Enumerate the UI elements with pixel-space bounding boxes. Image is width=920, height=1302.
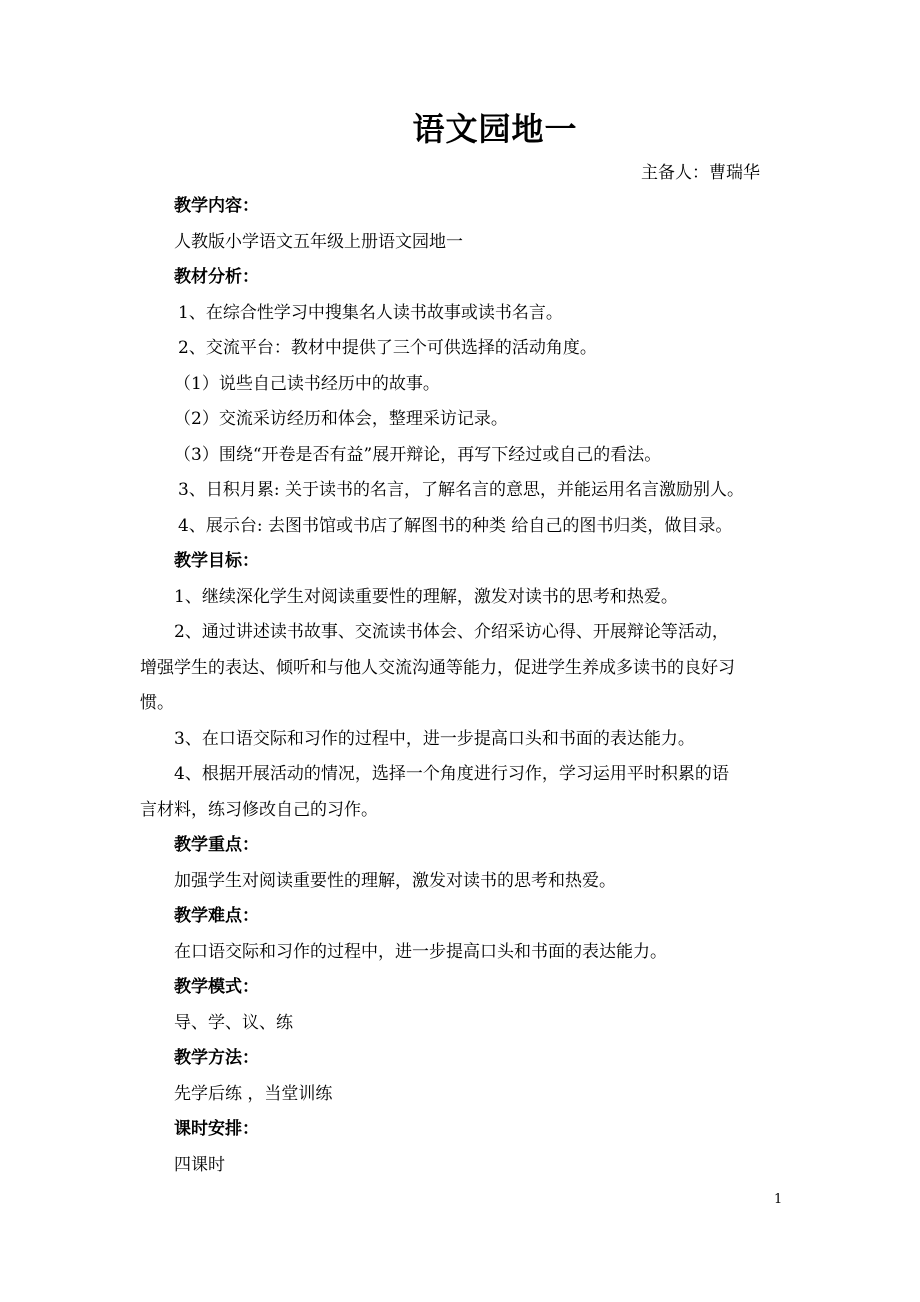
paragraph-line: 导、学、议、练	[174, 1012, 293, 1033]
paragraph-line: 加强学生对阅读重要性的理解，激发对读书的思考和热爱。	[174, 870, 616, 891]
section-heading: 教学模式：	[174, 977, 259, 997]
section-heading: 课时安排：	[174, 1119, 259, 1139]
document-title: 语文园地一	[412, 110, 578, 148]
paragraph-line: （1）说些自己读书经历中的故事。	[174, 373, 440, 394]
paragraph-line: 增强学生的表达、倾听和与他人交流沟通等能力，促进学生养成多读书的良好习	[140, 657, 735, 678]
paragraph-line: 先学后练 ，当堂训练	[174, 1083, 333, 1104]
author-line: 主备人：曹瑞华	[641, 163, 760, 183]
paragraph-line: 在口语交际和习作的过程中，进一步提高口头和书面的表达能力。	[174, 941, 667, 962]
paragraph-line: 惯。	[140, 693, 174, 713]
section-heading: 教材分析：	[174, 267, 259, 287]
page-number: 1	[774, 1192, 783, 1207]
paragraph-line: 1、在综合性学习中搜集名人读书故事或读书名言。	[178, 302, 563, 323]
paragraph-line: 3、日积月累: 关于读书的名言，了解名言的意思，并能运用名言激励别人。	[178, 480, 744, 500]
paragraph-line: 2、交流平台：教材中提供了三个可供选择的活动角度。	[178, 338, 597, 358]
section-heading: 教学重点：	[174, 835, 259, 855]
paragraph-line: 4、根据开展活动的情况，选择一个角度进行习作，学习运用平时积累的语	[174, 764, 729, 784]
document-body	[140, 189, 810, 1183]
paragraph-line: （3）围绕“开卷是否有益”展开辩论，再写下经过或自己的看法。	[174, 444, 662, 465]
paragraph-line: 3、在口语交际和习作的过程中，进一步提高口头和书面的表达能力。	[174, 728, 695, 749]
paragraph-line: 2、通过讲述读书故事、交流读书体会、介绍采访心得、开展辩论等活动，	[174, 622, 729, 642]
paragraph-line: 人教版小学语文五年级上册语文园地一	[174, 231, 463, 252]
paragraph-line: 四课时	[174, 1154, 225, 1175]
section-heading: 教学难点：	[174, 906, 259, 926]
section-heading: 教学内容：	[174, 196, 259, 216]
section-heading: 教学目标：	[174, 551, 259, 571]
section-heading: 教学方法：	[174, 1048, 259, 1068]
paragraph-line: 4、展示台: 去图书馆或书店了解图书的种类 给自己的图书归类，做目录。	[178, 515, 733, 536]
paragraph-line: （2）交流采访经历和体会，整理采访记录。	[174, 409, 508, 429]
paragraph-line: 言材料，练习修改自己的习作。	[140, 799, 378, 820]
paragraph-line: 1、继续深化学生对阅读重要性的理解，激发对读书的思考和热爱。	[174, 586, 678, 607]
